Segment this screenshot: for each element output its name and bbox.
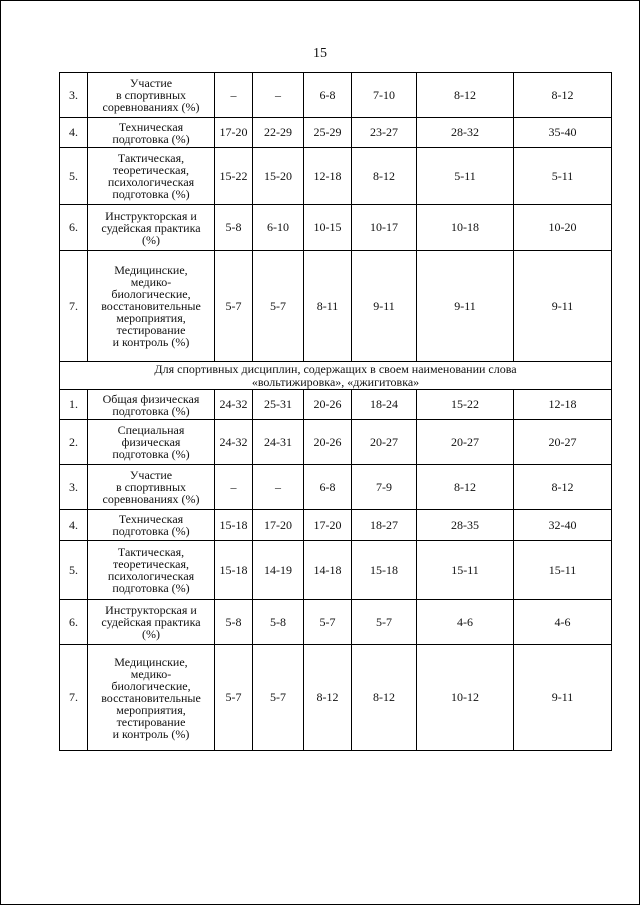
value-cell: 5-8 (215, 600, 253, 645)
parameter-cell (88, 390, 215, 420)
table-row (60, 645, 612, 751)
parameter-line: судейская практика (101, 220, 201, 235)
parameter-line: Специальная (117, 423, 185, 437)
value-cell: 8-12 (514, 73, 612, 118)
parameter-line: медико- (130, 275, 172, 289)
value-cell: 6-8 (304, 73, 352, 118)
parameter-cell (88, 600, 215, 645)
parameter-line: в спортивных (115, 88, 187, 102)
row-number: 6. (60, 600, 88, 645)
parameter-cell (88, 118, 215, 148)
training-ratio-table (59, 72, 612, 751)
row-number: 7. (60, 251, 88, 362)
value-cell: 4-6 (417, 600, 514, 645)
value-cell: 32-40 (514, 510, 612, 541)
value-cell: 28-35 (417, 510, 514, 541)
value-cell: 15-11 (417, 541, 514, 600)
value-cell: 8-11 (304, 251, 352, 362)
value-cell: – (253, 73, 304, 118)
parameter-line: биологические, (111, 678, 191, 693)
value-cell: 5-7 (253, 645, 304, 751)
row-number: 3. (60, 73, 88, 118)
parameter-line: (%) (142, 232, 160, 247)
table-row (60, 600, 612, 645)
parameter-line: Участие (129, 468, 173, 482)
value-cell: 12-18 (304, 148, 352, 205)
value-cell: – (215, 465, 253, 510)
value-cell: 9-11 (352, 251, 417, 362)
parameter-line: подготовка (%) (112, 131, 190, 146)
value-cell: 8-12 (352, 645, 417, 751)
value-cell: 28-32 (417, 118, 514, 148)
value-cell: 20-26 (304, 390, 352, 420)
value-cell: 5-7 (352, 600, 417, 645)
value-cell: 15-20 (253, 148, 304, 205)
parameter-line: восстановительные (101, 690, 201, 705)
row-number: 2. (60, 420, 88, 465)
table-row (60, 465, 612, 510)
value-cell: 5-7 (253, 251, 304, 362)
value-cell: 20-27 (514, 420, 612, 465)
value-cell: 5-8 (253, 600, 304, 645)
value-cell: 15-18 (352, 541, 417, 600)
row-number: 5. (60, 541, 88, 600)
parameter-line: в спортивных (115, 480, 187, 494)
value-cell: 9-11 (514, 645, 612, 751)
value-cell: 20-27 (417, 420, 514, 465)
row-number: 3. (60, 465, 88, 510)
parameter-line: психологическая (107, 569, 195, 583)
value-cell: 14-18 (304, 541, 352, 600)
value-cell: 10-18 (417, 205, 514, 251)
row-number: 6. (60, 205, 88, 251)
table-row (60, 390, 612, 420)
parameter-line: Общая физическая (102, 391, 200, 406)
row-number: 7. (60, 645, 88, 751)
value-cell: 4-6 (514, 600, 612, 645)
value-cell: 20-26 (304, 420, 352, 465)
value-cell: 35-40 (514, 118, 612, 148)
value-cell: 8-12 (514, 465, 612, 510)
parameter-line: судейская практика (101, 615, 201, 629)
parameter-cell (88, 541, 215, 600)
value-cell: 25-31 (253, 390, 304, 420)
parameter-line: теоретическая, (112, 163, 190, 177)
value-cell: 25-29 (304, 118, 352, 148)
value-cell: 8-12 (352, 148, 417, 205)
value-cell: 8-12 (417, 73, 514, 118)
section-heading (60, 362, 612, 390)
section-heading-line: Для спортивных дисциплин, содержащих в своем наименовании слова (154, 361, 517, 376)
value-cell: 12-18 (514, 390, 612, 420)
parameter-line: физическая (121, 435, 181, 449)
value-cell: 8-12 (417, 465, 514, 510)
parameter-cell (88, 510, 215, 541)
table-row (60, 118, 612, 148)
parameter-line: соревнованиях (%) (102, 492, 200, 506)
value-cell: 15-22 (215, 148, 253, 205)
row-number: 5. (60, 148, 88, 205)
value-cell: 10-15 (304, 205, 352, 251)
parameter-line: восстановительные (101, 299, 201, 313)
parameter-line: мероприятия, (116, 702, 186, 717)
value-cell: 10-20 (514, 205, 612, 251)
value-cell: 5-8 (215, 205, 253, 251)
page-number: 15 (313, 46, 327, 61)
table-row (60, 205, 612, 251)
value-cell: 7-9 (352, 465, 417, 510)
row-number: 4. (60, 118, 88, 148)
value-cell: 5-11 (514, 148, 612, 205)
value-cell: 15-22 (417, 390, 514, 420)
value-cell: 5-7 (215, 251, 253, 362)
parameter-line: Медицинские, (114, 654, 188, 669)
value-cell: 5-11 (417, 148, 514, 205)
parameter-line: тестирование (116, 714, 186, 729)
value-cell: 15-11 (514, 541, 612, 600)
parameter-line: Тактическая, (117, 545, 185, 559)
parameter-line: Инструкторская и (105, 603, 197, 617)
table-row (60, 541, 612, 600)
parameter-line: психологическая (107, 175, 195, 189)
parameter-line: Участие (129, 76, 173, 90)
parameter-cell (88, 465, 215, 510)
parameter-cell (88, 645, 215, 751)
table-row (60, 251, 612, 362)
value-cell: 8-12 (304, 645, 352, 751)
parameter-cell (88, 420, 215, 465)
value-cell: 6-10 (253, 205, 304, 251)
value-cell: 14-19 (253, 541, 304, 600)
parameter-line: и контроль (%) (112, 726, 190, 741)
parameter-line: подготовка (%) (112, 403, 190, 418)
value-cell: 15-18 (215, 510, 253, 541)
parameter-line: подготовка (%) (112, 581, 190, 595)
parameter-cell (88, 251, 215, 362)
parameter-line: биологические, (111, 287, 191, 301)
value-cell: 23-27 (352, 118, 417, 148)
section-heading-row (60, 362, 612, 390)
table-row (60, 148, 612, 205)
parameter-line: Тактическая, (117, 151, 185, 165)
value-cell: 18-27 (352, 510, 417, 541)
parameter-line: подготовка (%) (112, 187, 190, 201)
value-cell: 17-20 (215, 118, 253, 148)
section-heading-line: «вольтижировка», «джигитовка» (251, 374, 420, 389)
row-number: 1. (60, 390, 88, 420)
value-cell: 22-29 (253, 118, 304, 148)
table-row (60, 73, 612, 118)
value-cell: 17-20 (304, 510, 352, 541)
parameter-line: соревнованиях (%) (102, 100, 200, 114)
parameter-line: (%) (142, 627, 160, 641)
value-cell: 24-32 (215, 390, 253, 420)
value-cell: 9-11 (514, 251, 612, 362)
parameter-line: мероприятия, (116, 311, 186, 325)
value-cell: – (253, 465, 304, 510)
table-row (60, 420, 612, 465)
value-cell: – (215, 73, 253, 118)
value-cell: 18-24 (352, 390, 417, 420)
parameter-cell (88, 148, 215, 205)
value-cell: 9-11 (417, 251, 514, 362)
parameter-line: и контроль (%) (112, 335, 190, 349)
parameter-line: Техническая (118, 512, 184, 526)
value-cell: 15-18 (215, 541, 253, 600)
value-cell: 10-17 (352, 205, 417, 251)
table-row (60, 510, 612, 541)
parameter-cell (88, 205, 215, 251)
value-cell: 17-20 (253, 510, 304, 541)
value-cell: 7-10 (352, 73, 417, 118)
value-cell: 24-31 (253, 420, 304, 465)
parameter-line: тестирование (116, 323, 186, 337)
row-number: 4. (60, 510, 88, 541)
parameter-cell (88, 73, 215, 118)
value-cell: 24-32 (215, 420, 253, 465)
parameter-line: теоретическая, (112, 557, 190, 571)
value-cell: 20-27 (352, 420, 417, 465)
value-cell: 10-12 (417, 645, 514, 751)
parameter-line: подготовка (%) (112, 524, 190, 538)
parameter-line: Инструкторская и (105, 208, 197, 223)
value-cell: 5-7 (304, 600, 352, 645)
value-cell: 5-7 (215, 645, 253, 751)
parameter-line: Медицинские, (114, 263, 188, 277)
parameter-line: Техническая (118, 119, 184, 134)
parameter-line: медико- (130, 666, 172, 681)
parameter-line: подготовка (%) (112, 447, 190, 461)
value-cell: 6-8 (304, 465, 352, 510)
